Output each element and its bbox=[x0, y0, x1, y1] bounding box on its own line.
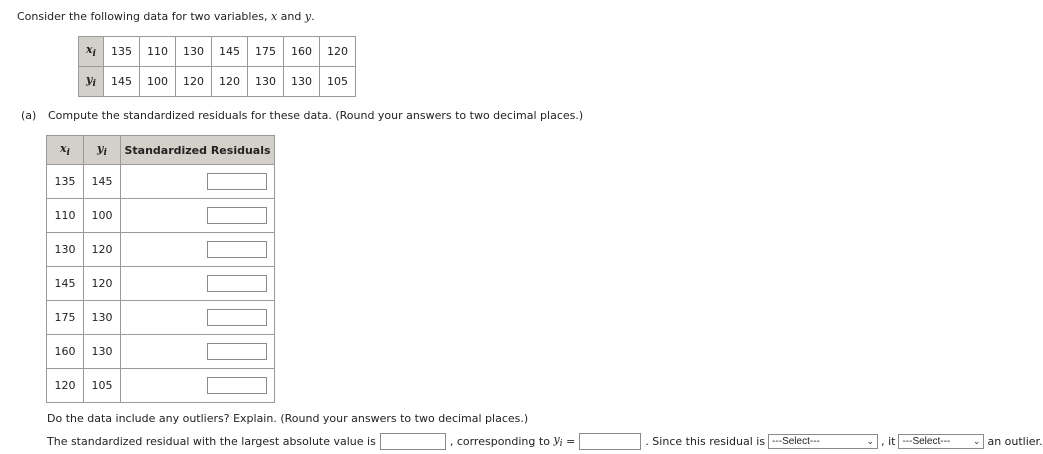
x-value: 175 bbox=[248, 37, 284, 67]
table-row bbox=[47, 301, 275, 335]
resid-y: 120 bbox=[84, 267, 121, 301]
residual-input-5[interactable] bbox=[207, 309, 267, 326]
chevron-down-icon: ⌄ bbox=[866, 436, 875, 446]
residual-input-7[interactable] bbox=[207, 377, 267, 394]
residuals-header-row bbox=[47, 136, 275, 165]
x-value: 145 bbox=[212, 37, 248, 67]
y-value: 120 bbox=[212, 67, 248, 97]
x-value: 160 bbox=[284, 37, 320, 67]
part-a-prompt bbox=[21, 109, 583, 122]
x-value: 120 bbox=[320, 37, 356, 67]
resid-y: 105 bbox=[84, 369, 121, 403]
table-row bbox=[47, 267, 275, 301]
residual-input-6[interactable] bbox=[207, 343, 267, 360]
y-value: 145 bbox=[104, 67, 140, 97]
resid-x: 175 bbox=[47, 301, 84, 335]
residual-input-2[interactable] bbox=[207, 207, 267, 224]
part-a-tag: (a) bbox=[21, 109, 37, 122]
answer-text-2: , corresponding to bbox=[449, 435, 550, 448]
intro-mid: and bbox=[277, 10, 305, 23]
outlier-select-2[interactable] bbox=[898, 434, 984, 449]
answer-var-y-letter: y bbox=[553, 433, 560, 447]
y-value: 100 bbox=[140, 67, 176, 97]
select-1-value: ---Select--- bbox=[772, 436, 820, 447]
x-header: $x_i$ bbox=[79, 37, 104, 67]
var-x: x bbox=[270, 10, 278, 23]
outlier-question: Do the data include any outliers? Explain. (Round your answers to two decimal places.) bbox=[47, 412, 529, 425]
answer-text-1: The standardized residual with the largest absolute value is bbox=[47, 435, 376, 448]
resid-x: 130 bbox=[47, 233, 84, 267]
table-row bbox=[47, 165, 275, 199]
answer-equals: = bbox=[566, 435, 576, 448]
y-value: 130 bbox=[248, 67, 284, 97]
resid-x: 160 bbox=[47, 335, 84, 369]
outlier-answer-line bbox=[47, 433, 1043, 450]
x-value: 135 bbox=[104, 37, 140, 67]
y-value: 130 bbox=[284, 67, 320, 97]
corresponding-y-input[interactable] bbox=[579, 433, 641, 450]
answer-var-y: $y_i$ bbox=[553, 433, 563, 450]
resid-x: 110 bbox=[47, 199, 84, 233]
resid-y: 100 bbox=[84, 199, 121, 233]
table-row bbox=[47, 369, 275, 403]
table-row bbox=[47, 199, 275, 233]
resid-x: 145 bbox=[47, 267, 84, 301]
resid-y: 130 bbox=[84, 335, 121, 369]
resid-y: 145 bbox=[84, 165, 121, 199]
intro-after: . bbox=[311, 10, 315, 23]
chevron-down-icon: ⌄ bbox=[972, 436, 981, 446]
data-row-x bbox=[79, 37, 356, 67]
y-header: $y_i$ bbox=[79, 67, 104, 97]
table-row bbox=[47, 335, 275, 369]
resid-y: 130 bbox=[84, 301, 121, 335]
residual-input-1[interactable] bbox=[207, 173, 267, 190]
part-a-text: Compute the standardized residuals for these data. (Round your answers to two decimal places.) bbox=[48, 109, 584, 122]
answer-text-3: . Since this residual is bbox=[645, 435, 766, 448]
intro-before: Consider the following data for two variables, bbox=[17, 10, 271, 23]
x-value: 110 bbox=[140, 37, 176, 67]
answer-text-4: , it bbox=[881, 435, 896, 448]
data-table bbox=[78, 36, 356, 97]
var-y: y bbox=[304, 10, 312, 23]
resid-y: 120 bbox=[84, 233, 121, 267]
y-value: 105 bbox=[320, 67, 356, 97]
residuals-table bbox=[46, 135, 275, 403]
resid-header-standardized: Standardized Residuals bbox=[121, 136, 275, 165]
select-2-value: ---Select--- bbox=[902, 436, 951, 447]
answer-text-5: an outlier. bbox=[987, 435, 1043, 448]
y-value: 120 bbox=[176, 67, 212, 97]
residual-input-3[interactable] bbox=[207, 241, 267, 258]
resid-x: 135 bbox=[47, 165, 84, 199]
resid-header-y: $y_i$ bbox=[84, 136, 121, 165]
outlier-select-1[interactable] bbox=[768, 434, 878, 449]
x-value: 130 bbox=[176, 37, 212, 67]
largest-residual-input[interactable] bbox=[380, 433, 446, 450]
resid-x: 120 bbox=[47, 369, 84, 403]
residual-input-4[interactable] bbox=[207, 275, 267, 292]
data-row-y bbox=[79, 67, 356, 97]
table-row bbox=[47, 233, 275, 267]
intro-text bbox=[17, 10, 315, 23]
resid-header-x: $x_i$ bbox=[47, 136, 84, 165]
